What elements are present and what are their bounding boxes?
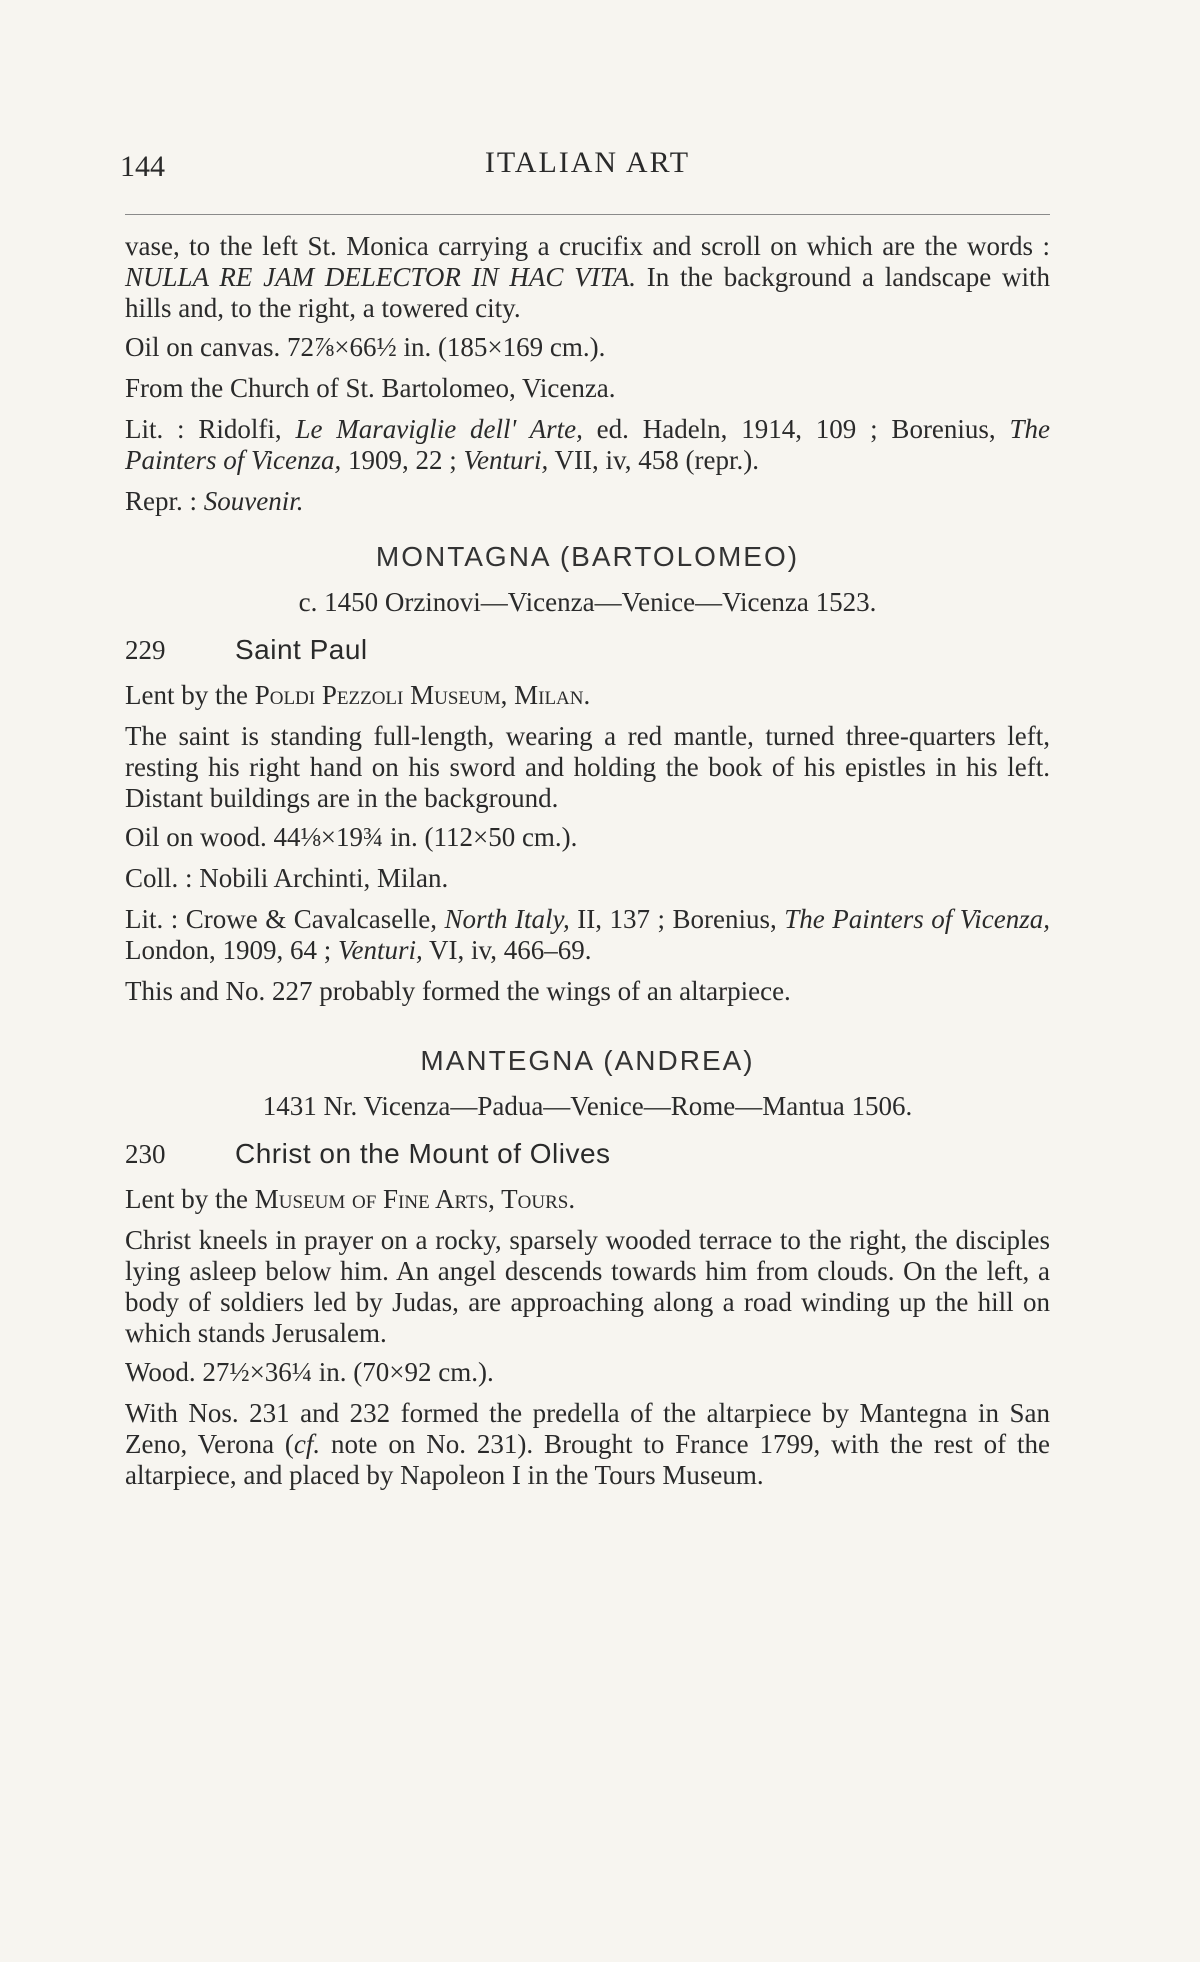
text: II, 137 ; Borenius, (577, 904, 777, 934)
text: note on No. 231). Brought to France 1799, with the rest of the altarpiece, and placed by Napoleon I in the Tours Museum. (125, 1429, 1051, 1490)
text: With Nos. 231 and 232 formed the predella of the altarpiece by Mantegna in San Zeno, Verona ( (125, 1398, 1050, 1459)
artist-dates: c. 1450 Orzinovi—Vicenza—Venice—Vicenza 1523. (298, 587, 877, 617)
paragraph-continued-description (125, 231, 1050, 324)
literature-line (125, 414, 1050, 476)
repr-title: Souvenir. (203, 486, 304, 516)
medium-line: Oil on wood. 44⅛×19¾ in. (112×50 cm.). (125, 822, 578, 852)
lender: Museum of Fine Arts, Tours. (254, 1184, 576, 1214)
catalogue-entry-heading (125, 1138, 1050, 1170)
artist-heading: MONTAGNA (BARTOLOMEO) (375, 541, 800, 572)
entry-description: Christ kneels in prayer on a rocky, sparsely wooded terrace to the right, the disciples lying asleep below him. An angel descends towards him from clouds. On the left, a body of soldiers led by Judas, are approaching along a road winding up the hill on which stands Jerusalem. (125, 1225, 1050, 1348)
lender: Poldi Pezzoli Museum, Milan. (254, 680, 591, 710)
text: London, 1909, 64 ; (125, 935, 332, 965)
book-page (120, 140, 1051, 1499)
text: vase, to the left St. Monica carrying a crucifix and scroll on which are the words : (125, 231, 1050, 261)
lender-line (125, 1184, 1050, 1215)
entry-description: The saint is standing full-length, wearing a red mantle, turned three-quarters left, resting his right hand on his sword and holding the book of his epistles in his left. Distant buildings are in the background. (125, 721, 1050, 813)
entry-number: 230 (125, 1139, 166, 1169)
text: Lent by the (125, 1184, 248, 1214)
lit-title: The Painters of Vicenza, (784, 904, 1051, 934)
running-title: ITALIAN ART (484, 146, 691, 179)
reproduction-line (125, 486, 1050, 517)
lender-line (125, 680, 1050, 711)
collection-line: Coll. : Nobili Archinti, Milan. (125, 863, 449, 893)
page-number: 144 (120, 150, 165, 183)
header-rule (125, 214, 1050, 215)
lit-title: North Italy, (444, 904, 570, 934)
text: ed. Hadeln, 1914, 109 ; Borenius, (596, 414, 996, 444)
text: Lit. : Ridolfi, (125, 414, 282, 444)
text: In the background a landscape with hills and, to the right, a towered city. (125, 262, 1050, 323)
lit-title: The Painters of Vicenza, (125, 414, 1050, 475)
text: Lent by the (125, 680, 248, 710)
text: VII, iv, 458 (repr.). (554, 445, 759, 475)
text: Lit. : Crowe & Cavalcaselle, (125, 904, 437, 934)
entry-title: Saint Paul (235, 634, 368, 665)
catalogue-entry-heading (125, 634, 1050, 666)
entry-number: 229 (125, 635, 166, 665)
literature-line (125, 904, 1050, 966)
lit-title: Le Maraviglie dell' Arte, (295, 414, 583, 444)
page-header (120, 140, 1050, 200)
artist-dates: 1431 Nr. Vicenza—Padua—Venice—Rome—Mantua 1506. (262, 1091, 913, 1121)
medium-line: Oil on canvas. 72⅞×66½ in. (185×169 cm.). (125, 332, 606, 362)
inscription: NULLA RE JAM DELECTOR IN HAC VITA. (125, 262, 636, 292)
entry-title: Christ on the Mount of Olives (235, 1138, 611, 1169)
text: VI, iv, 466–69. (429, 935, 592, 965)
cf-abbrev: cf. (293, 1429, 321, 1459)
text: 1909, 22 ; (347, 445, 457, 475)
note-paragraph (125, 1398, 1050, 1491)
lit-title: Venturi, (338, 935, 423, 965)
artist-heading: MANTEGNA (ANDREA) (420, 1045, 755, 1076)
lit-title: Venturi, (463, 445, 549, 475)
note-line: This and No. 227 probably formed the wings of an altarpiece. (125, 976, 791, 1006)
medium-line: Wood. 27½×36¼ in. (70×92 cm.). (125, 1357, 494, 1387)
provenance-line: From the Church of St. Bartolomeo, Vicenza. (125, 373, 616, 403)
text: Repr. : (125, 486, 197, 516)
